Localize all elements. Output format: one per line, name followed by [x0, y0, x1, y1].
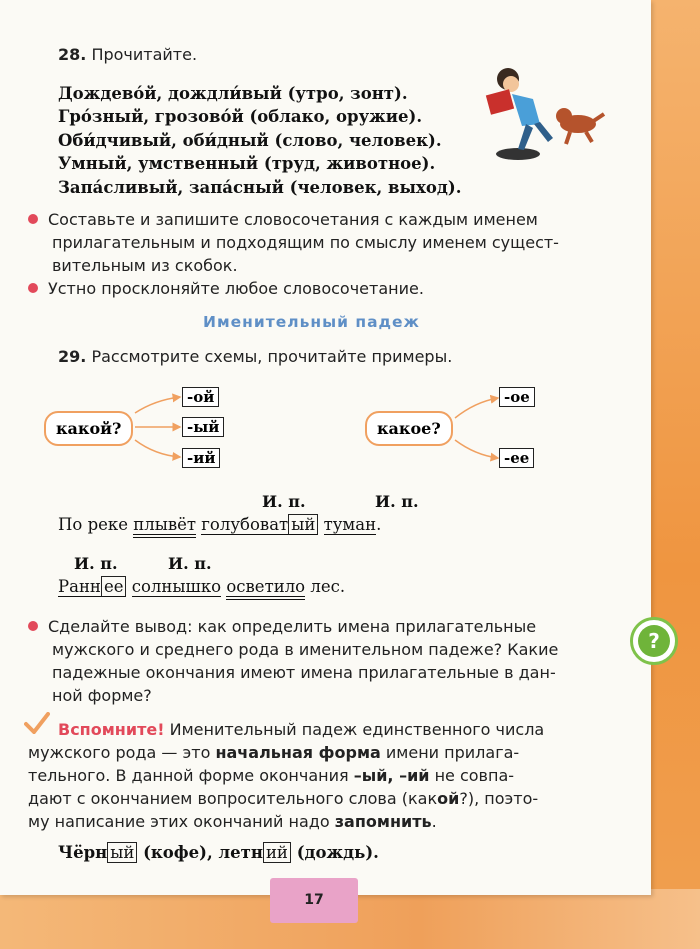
remember-line3: тельного. В данной форме окончания –ый, –ий не совпа- — [28, 766, 515, 785]
ex28-task-1: Составьте и запишите словосочетания с каждым именем — [28, 210, 538, 229]
bullet-icon — [28, 283, 38, 293]
example-sentence-1: По реке плывёт голубоват ый туман. — [58, 515, 381, 534]
page-number: 17 — [270, 878, 358, 923]
remember-line1: Вспомните! Именительный падеж единственного числа — [58, 720, 545, 739]
ex28-task-1-line3: вительным из скобок. — [52, 256, 238, 275]
exercise-instruction: Прочитайте. — [91, 45, 198, 64]
case-label-4: И. п. — [168, 554, 212, 573]
bullet-icon — [28, 214, 38, 224]
ex29-conclusion-line2: мужского и среднего рода в именительном падеже? Какие — [52, 640, 559, 659]
case-label-2: И. п. — [375, 492, 419, 511]
remember-examples: Чёрн ый (кофе), летн ий (дождь). — [58, 843, 379, 862]
section-heading: Именительный падеж — [203, 313, 420, 331]
ex28-line-5: Запа́сливый, запа́сный (человек, выход). — [58, 178, 462, 197]
ex28-line-1: Дождево́й, дождли́вый (утро, зонт). — [58, 84, 408, 103]
scheme-2-ending-2: -ее — [499, 448, 534, 468]
exercise-29-title: 29. Рассмотрите схемы, прочитайте примеры. — [58, 347, 453, 366]
ex28-task-2: Устно просклоняйте любое словосочетание. — [28, 279, 424, 298]
ex28-task-1-line2: прилагательным и подходящим по смыслу именем сущест- — [52, 233, 559, 252]
scheme-2-ending-1: -ое — [499, 387, 535, 407]
scheme-1-ending-3: -ий — [182, 448, 220, 468]
ex29-conclusion-line3: падежные окончания имеют имена прилагательные в дан- — [52, 663, 556, 682]
scheme-1-question: какой? — [44, 411, 133, 446]
exercise-number: 28. — [58, 45, 87, 64]
boy-dog-illustration — [478, 64, 613, 164]
remember-line4: дают с окончанием вопросительного слова (какой?), поэто- — [28, 789, 539, 808]
remember-line2: мужского рода — это начальная форма имени прилага- — [28, 743, 520, 762]
ex28-line-4: Умный, умственный (труд, животное). — [58, 154, 436, 173]
remember-line5: му написание этих окончаний надо запомнить. — [28, 812, 437, 831]
checkmark-icon — [24, 712, 50, 734]
scheme-2-question: какое? — [365, 411, 453, 446]
question-icon: ? — [630, 617, 678, 665]
ex28-line-3: Оби́дчивый, оби́дный (слово, человек). — [58, 131, 442, 150]
exercise-28-title — [58, 45, 197, 64]
case-label-3: И. п. — [74, 554, 118, 573]
scheme-1-ending-1: -ой — [182, 387, 219, 407]
case-label-1: И. п. — [262, 492, 306, 511]
ex29-conclusion-line4: ной форме? — [52, 686, 152, 705]
example-sentence-2: Ранн ее солнышко осветило лес. — [58, 577, 345, 596]
ex29-conclusion-line1: Сделайте вывод: как определить имена прилагательные — [28, 617, 536, 636]
ex28-line-2: Гро́зный, грозово́й (облако, оружие). — [58, 107, 423, 126]
bullet-icon — [28, 621, 38, 631]
scheme-1-ending-2: -ый — [182, 417, 224, 437]
